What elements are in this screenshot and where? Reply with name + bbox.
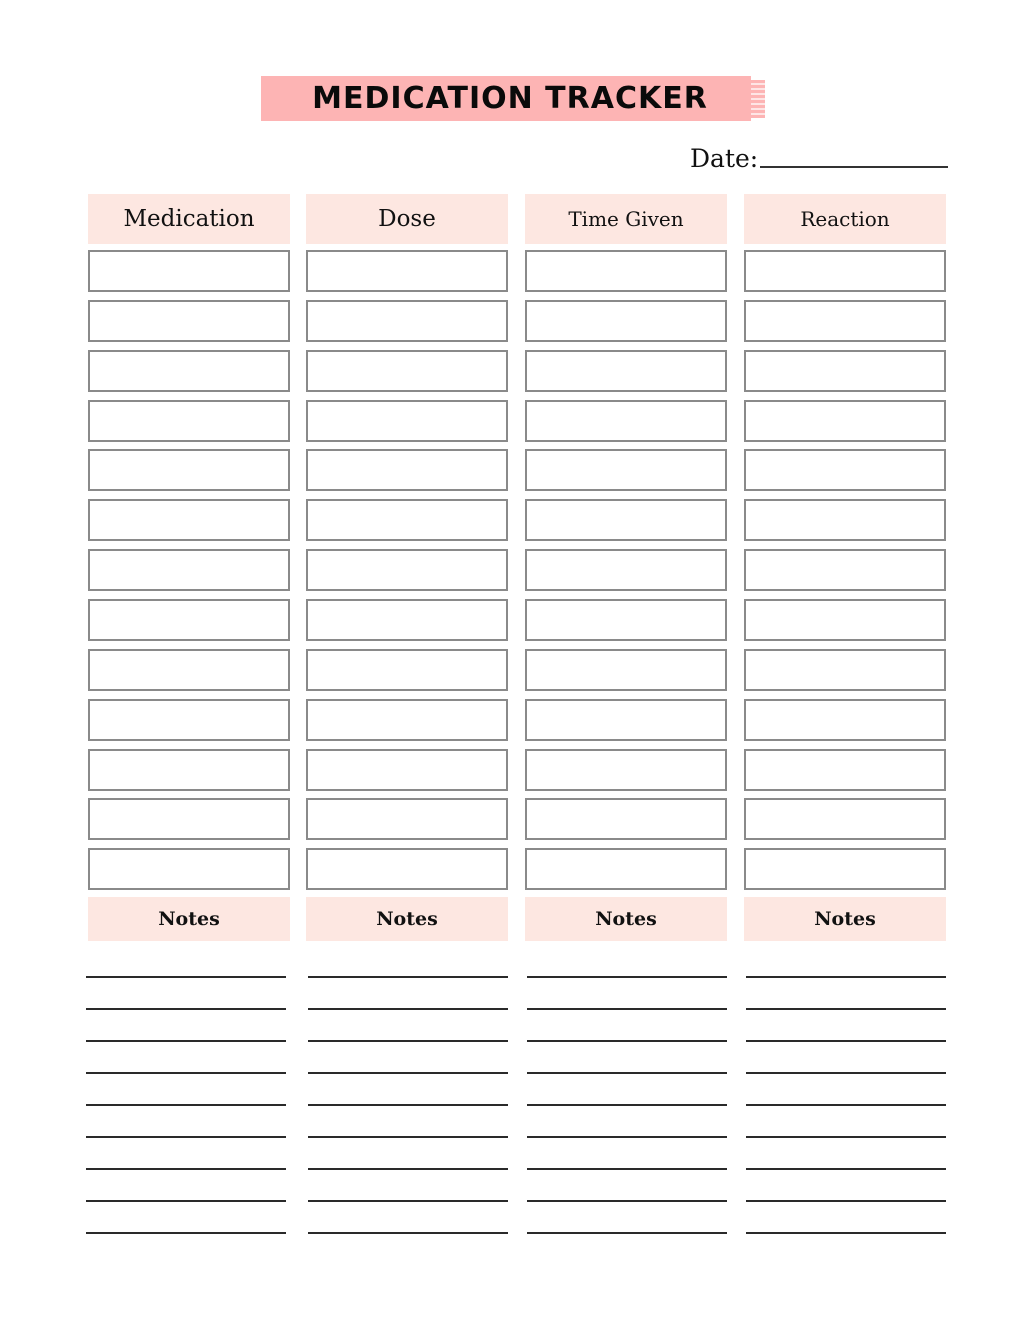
page-title: MEDICATION TRACKER (312, 81, 708, 116)
entry-box[interactable] (525, 699, 727, 741)
note-line[interactable] (746, 1008, 946, 1010)
note-line[interactable] (308, 1168, 508, 1170)
entry-box[interactable] (744, 250, 946, 292)
date-input-line[interactable] (760, 166, 948, 168)
entry-box[interactable] (744, 649, 946, 691)
note-line[interactable] (86, 976, 286, 978)
entry-box[interactable] (88, 400, 290, 442)
entry-box[interactable] (525, 749, 727, 791)
note-line[interactable] (746, 1136, 946, 1138)
entry-box[interactable] (744, 749, 946, 791)
date-label: Date: (690, 144, 759, 173)
entry-box[interactable] (744, 300, 946, 342)
entry-box[interactable] (744, 449, 946, 491)
note-line[interactable] (86, 1104, 286, 1106)
entry-box[interactable] (525, 300, 727, 342)
column-header-dose: Dose (306, 194, 508, 244)
note-line[interactable] (746, 976, 946, 978)
entry-box[interactable] (525, 400, 727, 442)
note-line[interactable] (746, 1072, 946, 1074)
entry-box[interactable] (744, 400, 946, 442)
entry-box[interactable] (525, 449, 727, 491)
column-header-time-given: Time Given (525, 194, 727, 244)
note-line[interactable] (308, 1200, 508, 1202)
entry-box[interactable] (88, 449, 290, 491)
entry-box[interactable] (744, 499, 946, 541)
entry-box[interactable] (744, 848, 946, 890)
entry-box[interactable] (306, 300, 508, 342)
note-line[interactable] (86, 1232, 286, 1234)
entry-box[interactable] (525, 798, 727, 840)
note-line[interactable] (86, 1008, 286, 1010)
note-line[interactable] (527, 1104, 727, 1106)
entry-box[interactable] (88, 848, 290, 890)
note-line[interactable] (527, 1232, 727, 1234)
note-line[interactable] (527, 1040, 727, 1042)
entry-box[interactable] (525, 599, 727, 641)
entry-box[interactable] (306, 250, 508, 292)
entry-box[interactable] (306, 848, 508, 890)
entry-box[interactable] (88, 549, 290, 591)
title-banner (261, 76, 751, 121)
column-header-reaction: Reaction (744, 194, 946, 244)
entry-box[interactable] (88, 699, 290, 741)
note-line[interactable] (527, 1168, 727, 1170)
entry-box[interactable] (525, 848, 727, 890)
entry-box[interactable] (88, 649, 290, 691)
note-line[interactable] (746, 1104, 946, 1106)
entry-box[interactable] (306, 449, 508, 491)
entry-box[interactable] (88, 798, 290, 840)
entry-box[interactable] (88, 499, 290, 541)
entry-box[interactable] (306, 549, 508, 591)
entry-box[interactable] (306, 699, 508, 741)
entry-box[interactable] (744, 350, 946, 392)
note-line[interactable] (308, 1104, 508, 1106)
note-line[interactable] (746, 1040, 946, 1042)
entry-box[interactable] (88, 350, 290, 392)
note-line[interactable] (527, 1072, 727, 1074)
note-line[interactable] (86, 1040, 286, 1042)
entry-box[interactable] (744, 798, 946, 840)
note-line[interactable] (746, 1168, 946, 1170)
note-line[interactable] (527, 1200, 727, 1202)
note-line[interactable] (527, 1136, 727, 1138)
entry-box[interactable] (306, 400, 508, 442)
entry-box[interactable] (525, 350, 727, 392)
entry-box[interactable] (525, 499, 727, 541)
note-line[interactable] (86, 1168, 286, 1170)
entry-box[interactable] (525, 649, 727, 691)
date-field (690, 140, 948, 174)
note-line[interactable] (308, 976, 508, 978)
note-line[interactable] (86, 1136, 286, 1138)
entry-box[interactable] (88, 300, 290, 342)
note-line[interactable] (746, 1200, 946, 1202)
entry-box[interactable] (306, 499, 508, 541)
entry-box[interactable] (306, 599, 508, 641)
entry-box[interactable] (744, 699, 946, 741)
column-header-medication: Medication (88, 194, 290, 244)
note-line[interactable] (308, 1040, 508, 1042)
notes-header: Notes (88, 897, 290, 941)
entry-box[interactable] (744, 599, 946, 641)
note-line[interactable] (86, 1072, 286, 1074)
notes-header: Notes (744, 897, 946, 941)
entry-box[interactable] (744, 549, 946, 591)
entry-box[interactable] (306, 350, 508, 392)
notes-header: Notes (306, 897, 508, 941)
note-line[interactable] (308, 1136, 508, 1138)
entry-box[interactable] (525, 250, 727, 292)
entry-box[interactable] (88, 599, 290, 641)
entry-box[interactable] (306, 749, 508, 791)
note-line[interactable] (308, 1232, 508, 1234)
notes-header: Notes (525, 897, 727, 941)
entry-box[interactable] (306, 798, 508, 840)
note-line[interactable] (746, 1232, 946, 1234)
note-line[interactable] (308, 1008, 508, 1010)
note-line[interactable] (308, 1072, 508, 1074)
note-line[interactable] (527, 976, 727, 978)
note-line[interactable] (527, 1008, 727, 1010)
entry-box[interactable] (306, 649, 508, 691)
note-line[interactable] (86, 1200, 286, 1202)
entry-box[interactable] (88, 749, 290, 791)
entry-box[interactable] (88, 250, 290, 292)
entry-box[interactable] (525, 549, 727, 591)
